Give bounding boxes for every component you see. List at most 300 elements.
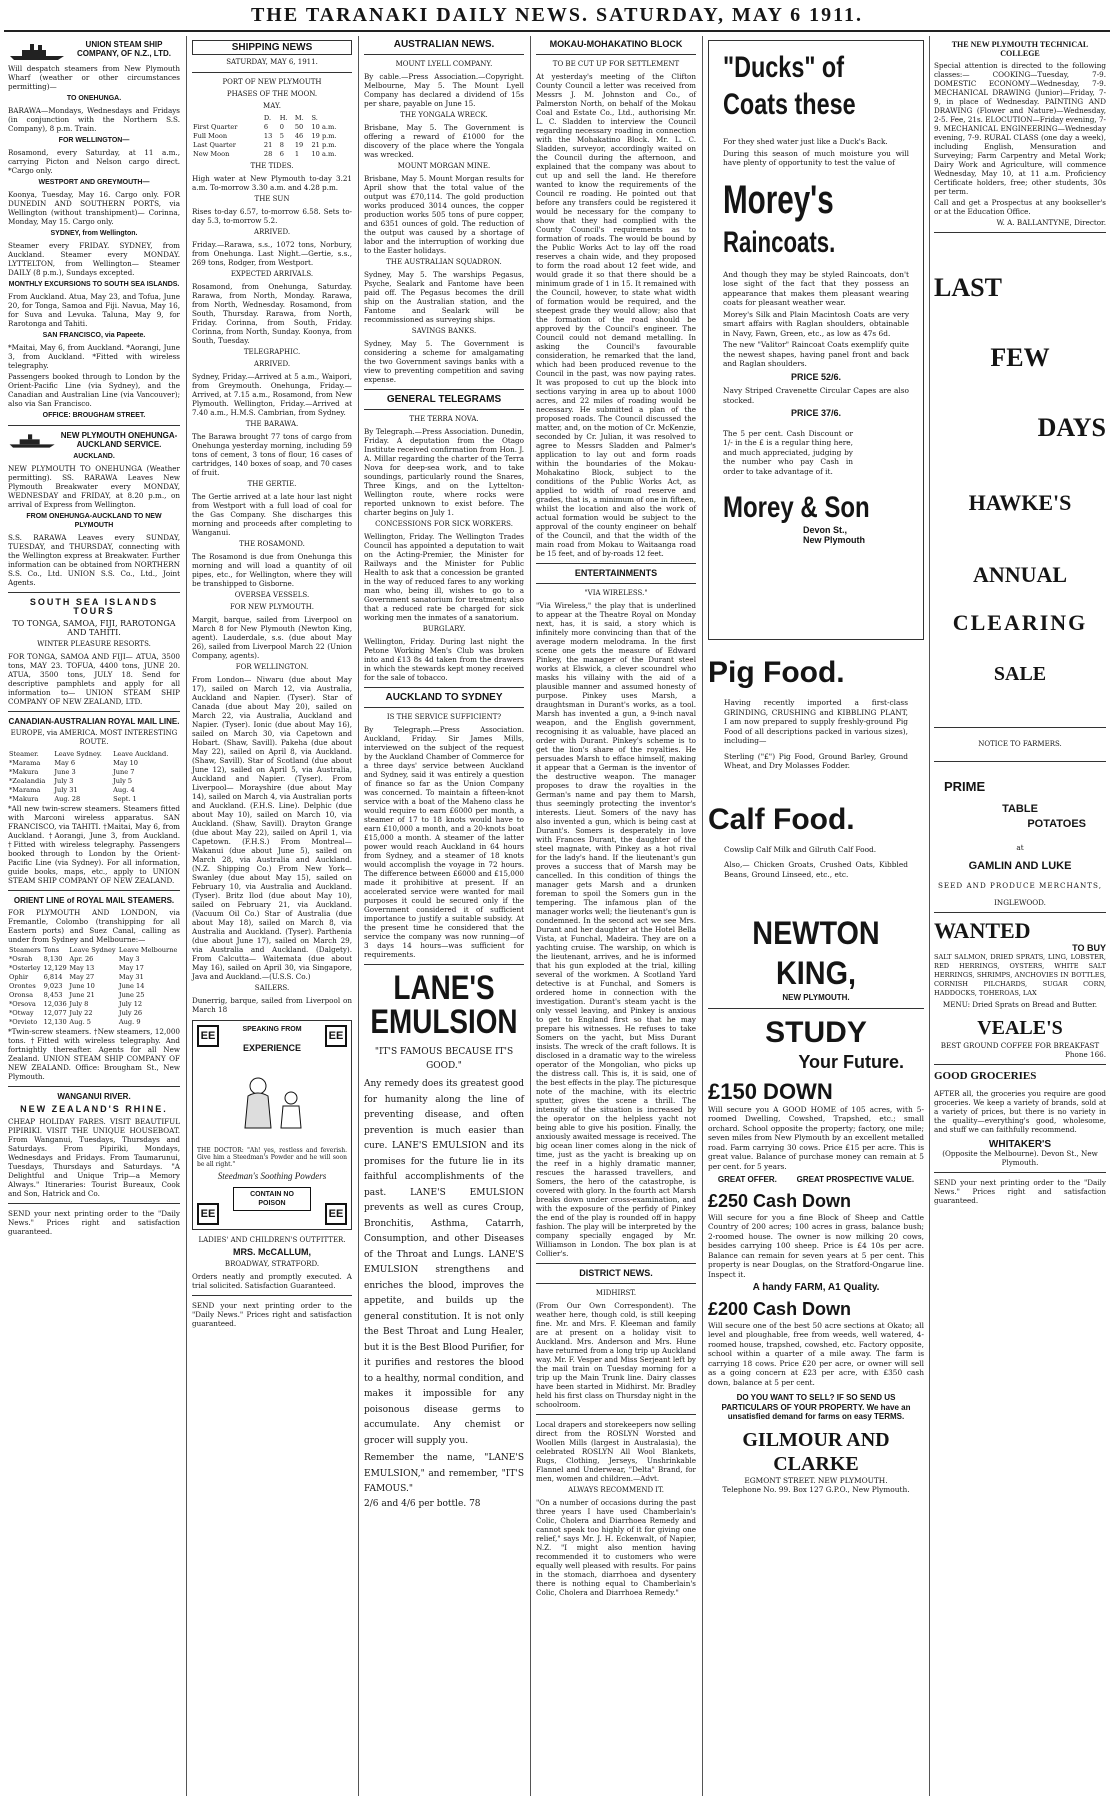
burglary-body: Wellington, Friday. During last night the Petone Working Men's Club was broken into and £13 8s 4d taken from the drawers in which the stewards kept money received for the sale of tobacco.	[364, 637, 524, 682]
onehunga2-head: FROM ONEHUNGA-AUCKLAND TO NEW PLYMOUTH	[26, 513, 162, 529]
wanganui-body: CHEAP HOLIDAY FARES. VISIT BEAUTIFUL PIPIRIKI. VISIT THE UNIQUE HOUSEBOAT. From Wanganui, Tuesdays, Thursdays and Saturdays. From Pipiriki, Mondays, Wednesdays and Fridays. From Taumarunui, Tuesdays, Thursdays and Saturdays. "A Delightful and Unique Trip—a Memory Always." Itineraries: Tourist Bureaux, Cook and Son, Hatrick and Co.	[8, 1117, 180, 1198]
table-cell: June 7	[113, 768, 135, 776]
gilmour-tel: Telephone No. 99. Box 127 G.P.O., New Plymouth.	[722, 1485, 910, 1494]
steamship-icon	[8, 40, 68, 64]
divider	[364, 707, 524, 708]
tides-body: High water at New Plymouth to-day 3.21 a.m. To-morrow 3.30 a.m. and 4.28 p.m.	[192, 174, 352, 192]
table-cell: 21	[263, 141, 273, 149]
table-row	[8, 786, 180, 795]
orient-table	[8, 946, 180, 1027]
ee-logo-icon: EE	[197, 1203, 219, 1225]
table-cell: 12,130	[43, 1018, 67, 1026]
table-cell: *Makura	[9, 795, 39, 803]
table-cell: *Otway	[9, 1009, 34, 1017]
gamlin-ingle: INGLEWOOD.	[994, 898, 1046, 907]
masthead-rule	[4, 30, 1110, 32]
veales-coffee: BEST GROUND COFFEE FOR BREAKFAST	[940, 1041, 1100, 1050]
veales-name: VEALE'S	[977, 1017, 1063, 1039]
table-cell: *Osrah	[9, 955, 33, 963]
good-body: AFTER all, the groceries you require are good groceries. We keep a variety of brands, sold at a variety of prices, but there is no variety in the quality—everything's good, wholesome, and stuff we can faithfully recommend.	[934, 1089, 1106, 1134]
savings-head: SAVINGS BANKS.	[411, 327, 477, 335]
table-word: TABLE	[1002, 803, 1038, 815]
table-cell: May 31	[118, 973, 144, 981]
sick-head: CONCESSIONS FOR SICK WORKERS.	[375, 520, 513, 528]
canadian-table	[8, 750, 180, 804]
table-header-row	[192, 114, 352, 123]
squadron-head: THE AUSTRALIAN SQUADRON.	[386, 258, 502, 266]
pig-body: Having recently imported a first-class GRINDING, CRUSHING and KIBBLING PLANT, I am now prepared to supply freshly-ground Pig Food of all descriptions packed in various sizes), including—	[724, 698, 908, 745]
veales-ad	[934, 918, 1106, 1059]
union-head: UNION STEAM SHIP COMPANY, OF N.Z., LTD.	[77, 40, 171, 58]
morgan-body: Brisbane, May 5. Mount Morgan results for April show that the total value of the output was £70,114. The gold production works produced 3014 ounces, the copper production works 505 tons of pure copper, and 6351 ounces of gold. The reduction of the output was caused by a shortage of labor and the interruption of working due to the Easter holidays.	[364, 174, 524, 255]
hawkes-sale-ad	[934, 273, 1106, 687]
pig-food-heading: Pig Food.	[708, 656, 845, 689]
ee-logo-icon: EE	[197, 1025, 219, 1047]
divider	[536, 1283, 696, 1284]
prime-word: PRIME	[944, 779, 986, 794]
barawa-head: THE BARAWA.	[245, 420, 299, 428]
table-cell: *Marama	[9, 786, 41, 794]
table-cell: 9,023	[43, 982, 63, 990]
table-cell: June 21	[69, 991, 95, 999]
table-header-cell: Leave Auckland.	[113, 750, 169, 758]
gamlin-name: GAMLIN AND LUKE	[968, 860, 1072, 872]
orient-head: ORIENT LINE of ROYAL MAIL STEAMERS.	[13, 896, 175, 905]
district-news-head: DISTRICT NEWS.	[579, 1268, 653, 1278]
divider	[192, 1295, 352, 1296]
table-row	[8, 768, 180, 777]
lanes-price: 2/6 and 4/6 per bottle. 78	[364, 1498, 481, 1509]
table-cell: 19 p.m.	[311, 132, 337, 140]
table-header-cell: D.	[263, 114, 272, 122]
column-retail-ads	[930, 36, 1110, 1796]
union-body: Will despatch steamers from New Plymouth Wharf (weather or other circumstances permitting)—	[8, 64, 180, 91]
for-wellington-head: FOR WELLINGTON.	[235, 663, 309, 671]
table-header-row	[8, 946, 180, 955]
table-cell: Aug. 28	[54, 795, 81, 803]
morey-raincoats-ad	[708, 40, 924, 640]
table-cell: May 3	[118, 955, 140, 963]
mokau-body: At yesterday's meeting of the Clifton County Council a letter was received from Messrs J. M. Johnston and Co., of Palmerston North, on behalf of the Mokau Coal and Estate Co., Ltd., authorising Mr. L. C. Sladden to interview the Council regarding necessary roading in connection with the Mohakatino Block. Mr. L. C. Sladden, surveyor, accordingly waited on the Council during the afternoon, and explained that the company was about to cut up and sell the land. He therefore wanted to know the requirements of the Council re roading. He pointed out that before any transfers could be registered it would be necessary for the company to show that they had complied with the County Council's requirements as to formation of roads. The would be bound by the Public Works Act to lay off the road reserves a chain wide, and they proposed to form the road about 12 feet wide, and would grade it so that there should be a minimum grade of 1 in 15. It remained with the Council, however, to state what width of formation would be required, and the steepest grade they would allow; also that the formation of the road should be approved by the Council's engineer. The Council could not demand metalling. In asking the Council's favourable consideration, he remarked that the land, which had been produced revenue to the Council in the past, was now paying rates. It was proposed to cut up the block into sections varying in area up to about 1000 acres, and 22 miles of roading would be necessary. He submitted a plan of the proposed roads. The Council discussed the matter, and, on the motion of Cr. McKenzie, seconded by Cr. Julian, it was resolved to agree to Messrs Sladden and Palmer's application to lay out and form roads within the boundaries of the Mokau-Mohakatino Block, subject to the conditions of the Public Works Act, as applied to width of road reserve and grades, that is, a minimum of one in fifteen, whilst the location and also the work of actual formation would be subject to the approval of the county engineer on behalf of the Council, and that the width of the main road from Mokau to Waitaanga road be 15 feet, and of by-roads 12 feet.	[536, 72, 696, 558]
good-groceries: GOOD GROCERIES	[934, 1070, 1037, 1082]
sick-body: Wellington, Friday. The Wellington Trades Council has appointed a deputation to wait on the Acting-Premier, the Minister for Railways and the Minister for Public Health to ask that a concession be granted in the way of reduced fares to any working man who, being ill, wishes to go to a Government sanatorium for treatment; also that a reduced rate be charged for sick working men the inmates of a sanatorium.	[364, 532, 524, 622]
moon-table	[192, 114, 352, 159]
great-offer: GREAT OFFER.	[717, 1175, 777, 1184]
sailers-head: SAILERS.	[254, 984, 290, 992]
table-cell: May 13	[69, 964, 95, 972]
newton-king-heading: NEWTON KING,	[752, 915, 880, 991]
table-cell: May 27	[69, 973, 95, 981]
divider	[934, 232, 1106, 233]
handy-farm: A handy FARM, A1 Quality.	[752, 1282, 880, 1293]
moreys-heading: Morey's	[723, 177, 834, 222]
d250-heading: £250 Cash Down	[708, 1190, 852, 1211]
divider	[8, 1203, 180, 1204]
column-rule	[358, 36, 359, 1796]
calf-also: Also,— Chicken Groats, Crushed Oats, Kibbled Beans, Ground Linseed, etc., etc.	[724, 860, 908, 879]
table-row	[8, 982, 180, 991]
tech-college-head: THE NEW PLYMOUTH TECHNICAL COLLEGE	[951, 40, 1089, 58]
nzauck-body: NEW PLYMOUTH TO ONEHUNGA (Weather permitting). SS. RARAWA Leaves New Plymouth Breakwater every MONDAY, WEDNESDAY and FRIDAY, at 8.20 p.m., on arrival of Express from Wellington.	[8, 464, 180, 509]
divider	[536, 54, 696, 55]
table-cell: June 3	[54, 768, 76, 776]
oversea-sub: FOR NEW PLYMOUTH.	[229, 603, 315, 611]
terra-nova-body: By Telegraph.—Press Association. Dunedin, Friday. A deputation from the Otago Institute received confirmation from Hon. J. A. Millar regarding the charter of the Terra Nova for deep-sea work, and to take soundings, particularly round the Snares, Three Kings, and on the Lyttelton-Wellington route, where rocks were reported unknown to exist before. The charter begins on July 1.	[364, 427, 524, 517]
islands-body: From Auckland. Atua, May 23, and Tofua, June 20, for Tonga, Samoa and Fiji. Navua, May 16, for Suva and Levuka. Taluna, May 9, for Rarotonga and Tahiti.	[8, 292, 180, 328]
wanganui-ad	[8, 1092, 180, 1198]
table-cell: May 10	[113, 759, 138, 767]
calf-body: Cowslip Calf Milk and Gilruth Calf Food.	[724, 844, 877, 854]
lyell-head: MOUNT LYELL COMPANY.	[395, 60, 493, 68]
oversea-body: Margit, barque, sailed from Liverpool on March 8 for New Plymouth (Newton King, agent). Lauderdale, s.s. (due about May 26), sailed from Liverpool March 22 (Union Company, agents).	[192, 615, 352, 660]
table-cell: 28	[263, 150, 273, 158]
roslyn-advt: Local drapers and storekeepers now selling direct from the ROSLYN Worsted and Woollen Mills (largest in Australasia), the celebrated ROSLYN All Wool Blankets, Rugs, Clothing, Jerseys, Unshrinkable Flannel and Underwear, "Delta" Brand, for men, women and children.—Advt.	[536, 1420, 696, 1483]
lyell-body: By cable.—Press Association.—Copyright. Melbourne, May 5. The Mount Lyell Company has declared a dividend of 15s per share, payable on June 15.	[364, 72, 524, 108]
table-row	[192, 123, 352, 132]
lanes-remember: Remember the name, "LANE'S EMULSION," and remember, "IT'S FAMOUS."	[364, 1453, 524, 1494]
divider	[364, 964, 524, 965]
table-cell: *Marama	[9, 759, 41, 767]
price-37: PRICE 37/6.	[790, 408, 842, 418]
column-mokau-news	[532, 36, 700, 1796]
column-rule	[702, 36, 703, 1796]
passengers-note: Passengers booked through to London by the Orient-Pacific Line (via Sydney), and the Canadian and Australian Line (via Vancouver); also via San Francisco.	[8, 372, 180, 408]
divider	[934, 761, 1106, 762]
table-cell: 21 p.m.	[311, 141, 337, 149]
table-cell: 0	[279, 123, 284, 131]
divider	[8, 890, 180, 891]
port-head: PORT OF NEW PLYMOUTH	[222, 78, 322, 86]
price-52: PRICE 52/6.	[790, 371, 842, 382]
office-line: OFFICE: BROUGHAM STREET.	[42, 412, 146, 419]
ee-doctor: THE DOCTOR: "Ah! yes, restless and feverish. Give him a Steedman's Powder and he will soon be all right."	[197, 1147, 347, 1168]
ee-experience: EXPERIENCE	[242, 1043, 302, 1053]
d250-body: Will secure for you a fine Block of Sheep and Cattle Country of 200 acres; 100 acres in grass, balance bush; 2-roomed house. The owner is now milking 20 cows, besides carrying 100 sheep. Price is £4 10s per acre. Balance can remain for seven years at 5 per cent. This property is near Douglas, on the Stratford-Ongarue line. Inspect it.	[708, 1212, 924, 1279]
great-value: GREAT PROSPECTIVE VALUE.	[796, 1175, 915, 1184]
auckland-sydney-body: By Telegraph.—Press Association. Auckland, Friday. Sir James Mills, interviewed on the subject of the request by the Auckland Chamber of Commerce for a three days' service between Auckland and Sydney, said it was entirely a question of finance so far as the Union Company was concerned. To maintain a fifteen-knot service with a boat of the Maheno class he would require to earn £6000 per month, a steamer of 17 to 18 knots would have to earn £10,000 a month, and a 20-knots boat £15,000 a month. A steamer of the latter power would reach Auckland in 64 hours from Sydney, and a steamer of 18 knots would accomplish the voyage in 72 hours. The difference between £6000 and £15,000 made it prohibitive at present. If an accelerated service were wanted for mail purposes it could be secured only if the Government considered it of sufficient importance to justify a suitable subsidy. At the present time he considered that the service the company was now running—of 3 days 14 hours—was sufficient for requirements.	[364, 725, 524, 959]
midhirst-head: MIDHIRST.	[595, 1289, 637, 1297]
divider	[536, 583, 696, 584]
d200-body: Will secure one of the best 50 acre sections at Okato; all level and ploughable, free from weeds, well watered, 4-roomed house, trapshed, cowshed, etc. Factory opposite, school within a quarter of a mile away. The farm is carrying 18 cows. Price £20 per acre, or owner will sell as a going concern at £23 per acre, with £350 cash down, balance at 5 per cent.	[708, 1320, 924, 1387]
nz-auckland-ad	[8, 431, 180, 587]
wanted-list: SALT SALMON, DRIED SPRATS, LING, LOBSTER, RED HERRINGS, OYSTERS, WHITE SALT HERRINGS, SHRIMPS, ANCHOVIES IN BOTTLES, CORNISH PILCHARDS, SUGAR CORN, HADDOCKS, TOHEROAS, LAX	[934, 953, 1106, 997]
divider	[364, 409, 524, 410]
ee-logo-icon: EE	[325, 1025, 347, 1047]
gertie-body: The Gertie arrived at a late hour last night from Westport with a full load of coal for the Gas Company. She discharges this morning and proceeds after completing to Wanganui.	[192, 492, 352, 537]
table-cell: 1	[294, 150, 300, 158]
table-cell: 50	[294, 123, 304, 131]
lanes-title: LANE'S EMULSION	[370, 969, 518, 1041]
southsea-head: SOUTH SEA ISLANDS TOURS	[29, 597, 159, 616]
table-header-cell	[192, 114, 263, 123]
divider	[536, 1414, 696, 1415]
table-cell: July 31	[54, 786, 78, 794]
ee-logo-icon: EE	[325, 1203, 347, 1225]
oversea-head: OVERSEA VESSELS.	[234, 591, 310, 599]
divider	[364, 687, 524, 688]
table-cell: June 25	[118, 991, 145, 999]
divider	[934, 1172, 1106, 1173]
nzauck-sub: AUCKLAND.	[73, 453, 115, 460]
table-row	[8, 1009, 180, 1018]
sydney-head: SYDNEY, from Wellington.	[50, 230, 138, 237]
entertainments-head: ENTERTAINMENTS	[574, 568, 658, 578]
calf-food-heading: Calf Food.	[708, 802, 855, 836]
wanted-word: WANTED	[934, 918, 1031, 943]
table-cell: *Orvieto	[9, 1018, 38, 1026]
savings-body: Sydney, May 5. The Government is considering a scheme for amalgamating the two Government savings banks with a view to preventing competition and saving expense.	[364, 339, 524, 384]
steedman-ad	[192, 1020, 352, 1230]
column-shipping-news	[188, 36, 356, 1796]
table-cell: Apr. 26	[69, 955, 94, 963]
canadian-head: CANADIAN-AUSTRALIAN ROYAL MAIL LINE.	[8, 717, 180, 726]
expected-body: Rosamond, from Onehunga, Saturday. Rarawa, from North, Monday. Rarawa, from North, Wednesday. Rosamond, from South, Thursday. Rarawa, from North, Friday. Corinna, from South, Friday. Corinna, from North, Sunday. Koonya, from South, Tuesday.	[192, 282, 352, 345]
auckland-sydney-sub: IS THE SERVICE SUFFICIENT?	[386, 713, 502, 721]
telegraphic-head: TELEGRAPHIC.	[243, 348, 301, 356]
table-row	[8, 795, 180, 804]
divider	[8, 425, 180, 426]
burglary-head: BURGLARY.	[422, 625, 466, 633]
onehunga2-body: S.S. RARAWA Leaves every SUNDAY, TUESDAY, and THURSDAY, connecting with the Wellington express at Breakwater. Further information can be obtained from NORTHERN S.S. Co., Ltd. UNION S.S. Co., Ltd., Joint Agents.	[8, 533, 180, 587]
table-cell: Aug. 4	[113, 786, 135, 794]
raincoats-heading: Raincoats.	[723, 225, 836, 259]
table-row	[8, 759, 180, 768]
table-row	[192, 132, 352, 141]
last-word: LAST	[934, 273, 1002, 302]
westport-body: Koonya, Tuesday, May 16. Cargo only. FOR DUNEDIN AND SOUTHERN PORTS, via Wellington (without transhipment)— Corinna, Monday, May 15. Cargo only.	[8, 190, 180, 226]
gamlin-ad	[934, 779, 1106, 907]
table-row	[192, 150, 352, 159]
column-shipping-ads	[4, 36, 184, 1796]
table-header-cell: Steamer.	[9, 750, 39, 758]
divider	[934, 1064, 1106, 1065]
hawkes-word: HAWKE'S	[968, 490, 1072, 515]
table-cell: 6	[263, 123, 269, 131]
gilmour-addr: EGMONT STREET. NEW PLYMOUTH.	[744, 1475, 888, 1485]
whitaker-ad	[934, 1070, 1106, 1167]
table-cell: Last Quarter	[193, 141, 236, 149]
divider	[8, 592, 180, 593]
divider	[8, 1086, 180, 1087]
lanes-body: Any remedy does its greatest good for humanity along the line of preventing disease, and often prevention is much easier than cure. LANE'S EMULSION and its promises for the future lie in its faithful accomplishments of the past. LANE'S EMULSION prevents as well as cures Croup, Bronchitis, Asthma, Catarrh, Consumption, and other Diseases of the Throat and Lungs. LANE'S EMULSION strengthens and enriches the blood, improves the appetite, and builds up the general constitution. It is not only the Best Throat and Lung Healer, but it is the Best Blood Purifier, for it purifies and restores the blood to a healthy, normal condition, and makes it impossible for any poisonous disease germs to accumulate. Any chemist or grocer will supply you.	[364, 1079, 524, 1446]
table-cell: Sept. 1	[113, 795, 137, 803]
for-wellington-body: From London— Niwaru (due about May 17), sailed on March 12, via Australia, Auckland and Napier. (Tyser). Star of Canada (due about May 20), sailed on March 22, via Australia, Auckland and Napier. (Tyser). Ionic (due about May 16), sailed on March 30, via Capetown and Hobart. (Shaw, Savill). Pakeha (due about May 22), sailed on April 8, via Auckland. (Shaw, Savill). Star of Scotland (due about June 12), sailed on April 5, via Australia, Auckland and Napier. (Tyser). From Liverpool— Morayshire (due about May 14), sailed on March 4, via Australian ports and Auckland. (F.H.S. Line). Delphic (due about May 10), sailed on March 10, via Auckland. (Shaw, Savill). Drayton Grange (due about May 22), sailed on April 1, via Capetown. (F.H.S.) From Montreal— Wakanui (due about June 5), sailed on March 28, via Australia and Auckland. (N.Z. Shipping Co.) From New York— Swanley (due about May 15), sailed on February 10, via Australia and Auckland. (Tyser). Britz Ilod (due about May 10), sailed on February 21, via Auckland. (Vacuum Oil Co.) Star of Australia (due about May 18), sailed on March 8, via Australia and Auckland. (Tyser). Parthenia (due about June 17), sailed on March 29, via Australia and Auckland. (Dalgety). From Calcutta— Waitemata (due about May 16), sailed on April 30, via Singapore, Java and Auckland.—(U.S.S. Co.)	[192, 675, 352, 981]
westport-head: WESTPORT AND GREYMOUTH—	[38, 179, 150, 186]
wanted-menu: MENU: Dried Sprats on Bread and Butter.	[942, 1000, 1098, 1009]
pig-list: Sterling ("£") Pig Food, Ground Barley, Ground Wheat, and Dry Molasses Fodder.	[724, 751, 908, 770]
always-head: ALWAYS RECOMMEND IT.	[568, 1486, 664, 1494]
gamlin-seed: SEED AND PRODUCE MERCHANTS,	[938, 881, 1102, 890]
ladies-name: MRS. McCALLUM,	[233, 1247, 311, 1257]
expected-head: EXPECTED ARRIVALS.	[230, 270, 314, 278]
table-cell: 6,814	[43, 973, 63, 981]
newton-king-np: NEW PLYMOUTH.	[782, 993, 850, 1002]
shipping-news-head: SHIPPING NEWS	[192, 40, 352, 55]
southsea-sub: WINTER PLEASURE RESORTS.	[37, 640, 151, 648]
table-cell: July 22	[69, 1009, 93, 1017]
table-cell: July 5	[113, 777, 133, 785]
table-cell: July 12	[118, 1000, 143, 1008]
morgan-head: MOUNT MORGAN MINE.	[397, 162, 491, 170]
table-cell: Full Moon	[193, 132, 228, 140]
morey-devon: Devon St.,	[803, 525, 848, 535]
offer-row	[708, 1175, 924, 1185]
ee-speaking: SPEAKING FROM	[242, 1026, 302, 1033]
sale-word: SALE	[993, 663, 1047, 685]
union-ad	[8, 40, 180, 420]
valitor-text: The new "Valitor" Raincoat Coats exemplify quite the newest shapes, having panel front and back and Raglan shoulders.	[723, 340, 909, 368]
morey-np: New Plymouth	[803, 534, 866, 545]
table-row	[8, 991, 180, 1000]
orient-ad	[8, 896, 180, 1081]
table-row	[8, 964, 180, 973]
islands-head: MONTHLY EXCURSIONS TO SOUTH SEA ISLANDS.	[8, 281, 180, 288]
canadian-sub: EUROPE, via AMERICA. MOST INTERESTING ROUTE.	[10, 729, 178, 746]
table-cell: New Moon	[193, 150, 230, 158]
discount-text: The 5 per cent. Cash Discount or 1/- in the £ is a regular thing here, and much appreciated, judging by the number who pay Cash in order to take advantage of it.	[723, 428, 853, 476]
table-cell: 8,453	[43, 991, 63, 999]
table-cell: 12,129	[43, 964, 67, 972]
wellington-body: Rosamond, every Saturday, at 11 a.m., carrying Picton and Nelson cargo direct. *Cargo only.	[8, 148, 180, 175]
table-cell: *Zealandia	[9, 777, 46, 785]
table-header-row	[8, 750, 180, 759]
wanganui-head: WANGANUI RIVER.	[57, 1092, 131, 1101]
navy-text: Navy Striped Cravenette Circular Capes are also stocked.	[723, 386, 909, 405]
sailers-body: Dunerrig, barque, sailed from Liverpool on March 18	[192, 996, 352, 1014]
table-cell: 8	[279, 141, 284, 149]
table-header-cell: M.	[294, 114, 304, 122]
table-cell: 12,036	[43, 1000, 67, 1008]
table-cell: June 14	[118, 982, 145, 990]
midhirst-body: (From Our Own Correspondent). The weather here, though cold, is still keeping fine. Mr. and Mrs. F. Kleeman and family are at present on a holiday visit to Auckland. Mrs. Anderson and Mrs. Hune have returned from a long trip up Auckland way. Mr. F. Vesper and Miss Serjeant left by the mail train on Tuesday morning for a trip up the Main Trunk line. Dairy classes have been started in Midhirst. Mr. Bradley held his first class on Thursday night in the schoolroom.	[536, 1301, 696, 1409]
mokau-head: MOKAU-MOHAKATINO BLOCK	[549, 39, 683, 49]
table-cell: Oronsa	[9, 991, 34, 999]
future-heading: Your Future.	[798, 1051, 904, 1072]
potatoes-word: POTATOES	[1027, 818, 1086, 830]
ladies-body: Orders neatly and promptly executed. A trial solicited. Satisfaction Guaranteed.	[192, 1272, 352, 1290]
sydney-body: Steamer every FRIDAY. SYDNEY, from Auckland. Steamer every MONDAY. LYTTELTON, from Wellington— Steamer DAILY (8 p.m.), Sundays excepted.	[8, 241, 180, 277]
column-rule	[186, 36, 187, 1796]
shed-text: For they shed water just like a Duck's Back.	[723, 137, 888, 146]
clearing-word: CLEARING	[952, 610, 1088, 635]
onehunga-head: TO ONEHUNGA.	[66, 95, 122, 102]
tech-college-sig: W. A. BALLANTYNE, Director.	[996, 218, 1106, 227]
table-cell: 6	[279, 150, 284, 158]
table-row	[8, 1000, 180, 1009]
sell-notice: DO YOU WANT TO SELL? IF SO SEND US PARTICULARS OF YOUR PROPERTY. We have an unsatisfied demand for farms on easy TERMS.	[721, 1393, 911, 1421]
notice-farmers: NOTICE TO FARMERS.	[978, 740, 1062, 748]
few-word: FEW	[990, 343, 1050, 372]
lanes-emulsion-ad	[364, 971, 524, 1509]
always-body: "On a number of occasions during the past three years I have used Chamberlain's Colic, Cholera and Diarrhoea Remedy and cannot speak too highly of it for giving one relief," says Mr. J. H. Eckenwalt, of Napier, N.Z. "I might also mention having recommended it to customers who were equally well pleased with results. For pains in the stomach, diarrhoea and dysentery there is nothing equal to Chamberlain's Colic, Cholera and Diarrhoea Remedy."	[536, 1498, 696, 1597]
table-row	[192, 141, 352, 150]
sf-head: SAN FRANCISCO, via Papeete.	[42, 332, 146, 339]
yongala-head: THE YONGALA WRECK.	[400, 111, 488, 119]
barawa-body: The Barawa brought 77 tons of cargo from Onehunga yesterday morning, including 59 tons of cement, 3 tons of flour, 16 cases of cartridges, 140 boxes of soap, and 70 cases of fruit.	[192, 432, 352, 477]
table-cell: July 8	[69, 1000, 89, 1008]
whitaker-name: WHITAKER'S	[988, 1139, 1052, 1150]
table-cell: Ophir	[9, 973, 29, 981]
nurse-child-illustration	[223, 1063, 323, 1143]
divider	[364, 389, 524, 390]
d150-heading: £150 DOWN	[708, 1078, 833, 1104]
table-header-cell: Tons	[43, 946, 60, 954]
table-header-cell: S.	[311, 114, 318, 122]
shipping-date: SATURDAY, MAY 6, 1911.	[226, 58, 318, 66]
orient-body: FOR PLYMOUTH AND LONDON, via Fremantle, Colombo (transhipping for all Eastern ports) and Suez Canal, calling as under from Sydney and Melbourne:—	[8, 908, 180, 944]
column-commercial-ads	[704, 36, 928, 1796]
table-cell: Aug. 5	[69, 1018, 91, 1026]
wanganui-sub: NEW ZEALAND'S RHINE.	[20, 1104, 168, 1114]
divider	[708, 1008, 924, 1009]
during-text: During this season of much moisture you will have plenty of opportunity to test the value of	[723, 148, 909, 167]
table-cell: *Makura	[9, 768, 39, 776]
table-cell: Orontes	[9, 982, 36, 990]
morey-son-heading: Morey & Son	[723, 491, 870, 524]
canadian-body: *All new twin-screw steamers. Steamers fitted with Marconi wireless apparatus. SAN FRANCISCO, via TAHITI. †Maitai, May 6, from Auckland. †Aorangi, June 3, from Auckland. †Fitted with wireless telegraphy. Passengers booked through to London by the Orient-Pacific Line (via Sydney). For all information, guide books, maps, etc., apply to UNION STEAM SHIP COMPANY OF NEW ZEALAND.	[8, 804, 180, 885]
onehunga-body: BARAWA—Mondays, Wednesdays and Fridays (in conjunction with the Northern S.S. Company), 8 p.m. Train.	[8, 106, 180, 133]
table-cell: May 17	[118, 964, 144, 972]
table-header-cell: Steamers	[9, 946, 41, 954]
table-cell: July 26	[118, 1009, 143, 1017]
veales-phone: Phone 166.	[1065, 1050, 1106, 1059]
table-cell: *Osterley	[9, 964, 41, 972]
terra-nova-head: THE TERRA NOVA.	[409, 415, 479, 423]
table-cell: 12,077	[43, 1009, 67, 1017]
silk-text: Morey's Silk and Plain Macintosh Coats are very smart affairs with Raglan shoulders, obtainable in Navy, Fawn, Green, etc., as low as 47s 6d.	[723, 309, 909, 338]
table-cell: 10 a.m.	[311, 123, 337, 131]
wellington-head: FOR WELLINGTON—	[58, 137, 130, 144]
ee-name: Steedman's Soothing Powders	[217, 1171, 327, 1181]
table-cell: 8,130	[43, 955, 63, 963]
table-cell: 19	[294, 141, 304, 149]
gertie-head: THE GERTIE.	[247, 480, 297, 488]
printing-notice: SEND your next printing order to the "Daily News." Prices right and satisfaction guaranteed.	[934, 1178, 1106, 1205]
though-text: And though they may be styled Raincoats, don't lose sight of the fact that they possess an appearance that makes them pleasant wearing coats for pleasant weather wear.	[723, 269, 909, 307]
sun-head: THE SUN	[254, 195, 290, 203]
table-row	[8, 955, 180, 964]
gilmour-heading: GILMOUR AND CLARKE	[742, 1428, 890, 1475]
column-australian-news	[360, 36, 528, 1796]
moon-sub: MAY.	[263, 102, 281, 110]
printing-notice: SEND your next printing order to the "Daily News." Prices right and satisfaction guaranteed.	[192, 1301, 352, 1328]
australian-news-head: AUSTRALIAN NEWS.	[393, 39, 495, 50]
steamship-icon	[8, 431, 58, 451]
divider	[192, 72, 352, 73]
tech-college-call: Call and get a Prospectus at any bookseller's or at the Education Office.	[934, 198, 1106, 216]
table-cell: June 10	[69, 982, 95, 990]
ladies-addr: BROADWAY, STRATFORD.	[224, 1260, 320, 1268]
table-cell: First Quarter	[193, 123, 238, 131]
auckland-sydney-head: AUCKLAND TO SYDNEY	[385, 692, 503, 703]
divider	[8, 711, 180, 712]
arrived-head: ARRIVED.	[253, 228, 291, 236]
arrived-body: Friday.—Rarawa, s.s., 1072 tons, Norbury, from Onehunga. Last Night.—Gertie, s.s., 269 tons, Rodger, from Westport.	[192, 240, 352, 267]
sun-body: Rises to-day 6.57, to-morrow 6.58. Sets to-day 5.3, to-morrow 5.2.	[192, 207, 352, 225]
table-cell: July 3	[54, 777, 74, 785]
telegraphic-body: Sydney, Friday.—Arrived at 5 a.m., Waipori, from Greymouth. Onehunga, Friday.—Arrived, at 7.15 a.m., Rosamond, from New Plymouth. Wellington, Friday.—Arrived at 7.40 a.m., H.M.S. Cambrian, from Sydney.	[192, 372, 352, 417]
days-word: DAYS	[1037, 413, 1106, 442]
divider	[364, 54, 524, 55]
printing-notice: SEND your next printing order to the "Daily News." Prices right and satisfaction guaranteed.	[8, 1209, 180, 1236]
whitaker-addr: (Opposite the Melbourne). Devon St., New Plymouth.	[942, 1149, 1098, 1167]
table-header-cell: H.	[279, 114, 288, 122]
southsea-body: FOR TONGA, SAMOA AND FIJI— ATUA, 3500 tons, MAY 23. TOFUA, 4400 tons, JUNE 20. ATUA, 3500 tons, JULY 18. Send for descriptive pamphlets and apply for all information to— UNION STEAM SHIP COMPANY OF NEW ZEALAND, LTD.	[8, 652, 180, 706]
divider	[536, 1263, 696, 1264]
table-header-cell: Leave Sydney	[69, 946, 116, 954]
southsea-list: TO TONGA, SAMOA, FIJI, RAROTONGA AND TAHITI.	[12, 619, 176, 637]
table-cell: 5	[279, 132, 284, 140]
